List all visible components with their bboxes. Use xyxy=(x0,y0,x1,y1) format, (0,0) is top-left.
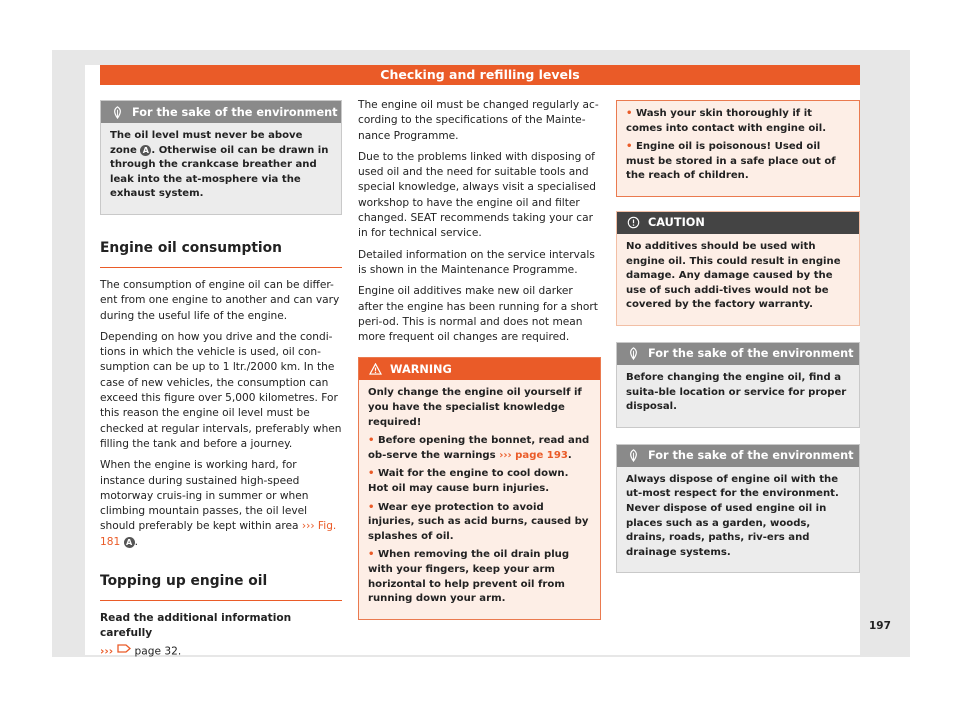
page-header-title: Checking and refilling levels xyxy=(380,67,580,82)
column-left xyxy=(100,100,342,665)
page-193-link[interactable]: ››› page 193 xyxy=(499,449,568,461)
section-heading-oil-consumption: Engine oil consumption xyxy=(100,239,342,268)
column-middle xyxy=(358,98,601,636)
bullet-icon: • xyxy=(626,108,633,119)
environment-note-box xyxy=(100,100,342,215)
oil-consumption-p3 xyxy=(100,458,342,550)
warning-box xyxy=(358,357,601,619)
topping-up-intro xyxy=(100,611,342,659)
warning-cont-item-1-text: Wash your skin thoroughly if it comes into contact with engine oil. xyxy=(626,108,827,134)
warning-body xyxy=(359,380,600,618)
warning-item-2-text: Wait for the engine to cool down. Hot oil may cause burn injuries. xyxy=(368,468,569,495)
environment-note-box-3 xyxy=(616,444,860,574)
oil-consumption-p1: The consumption of engine oil can be differ-ent from one engine to another and can vary during the useful life of the engine. xyxy=(100,278,340,322)
section-heading-topping-up: Topping up engine oil xyxy=(100,572,342,601)
warning-triangle-icon xyxy=(368,362,382,376)
environment-note-box-2 xyxy=(616,342,860,428)
bullet-icon: • xyxy=(368,435,375,447)
caution-text: No additives should be used with engine oil. This could result in engine damage. Any damage caused by the use of such addi-tives would not be covered by the factory warranty. xyxy=(626,240,841,311)
warning-cont-item-1 xyxy=(626,107,850,136)
warning-cont-item-2-text: Engine oil is poisonous! Used oil must be stored in a safe place out of the reach of children. xyxy=(626,141,836,182)
bullet-icon: • xyxy=(368,549,375,561)
environment-note-title-2: For the sake of the environment xyxy=(648,347,854,361)
page-32-link[interactable]: page 32. xyxy=(134,645,182,658)
p3-after: . xyxy=(134,535,138,548)
environment-note-title-3: For the sake of the environment xyxy=(648,449,854,463)
warning-item-3-text: Wear eye protection to avoid injuries, such as acid burns, caused by splashes of oil. xyxy=(368,501,589,542)
warning-cont-item-2 xyxy=(626,140,850,184)
warning-item-1-after: . xyxy=(567,449,572,461)
environment-note-body-3 xyxy=(617,467,859,573)
warning-intro: Only change the engine oil yourself if you have the specialist knowledge required! xyxy=(368,387,582,428)
oil-change-p3: Detailed information on the service intervals is shown in the Maintenance Programme. xyxy=(358,248,595,276)
fig-181-link[interactable]: ››› Fig. 181 xyxy=(100,520,337,548)
environment-note-header-3 xyxy=(617,445,859,467)
oil-consumption-p2: Depending on how you drive and the condi-tions in which the vehicle is used, oil con-sumption can be up to 1 ltr./2000 km. In the case of new vehicles, the consumption can exceed this figure over 5,000 kilometres. For this reason the engine oil level must be checked at regular intervals, preferably when filling the tank and before a journey. xyxy=(100,330,342,450)
link-prefix: ››› xyxy=(100,645,114,658)
p3-text: When the engine is working hard, for instance during sustained high-speed motorway cruis-ing in summer or when climbing mountain passes, the oil level should preferably be kept within area xyxy=(100,459,309,533)
environment-note-text xyxy=(110,129,332,202)
environment-note-body-2 xyxy=(617,365,859,427)
caution-box xyxy=(616,211,860,326)
page-link-icon xyxy=(117,642,131,656)
warning-item-1-text: Before opening the bonnet, read and ob-serve the warnings xyxy=(368,435,590,461)
caution-header xyxy=(617,212,859,234)
environment-note-header-2 xyxy=(617,343,859,365)
oil-change-p4: Engine oil additives make new oil darker after the engine has been running for a short peri-od. This is normal and does not mean more frequent oil changes are required. xyxy=(358,285,598,344)
warning-continued-box xyxy=(616,100,860,197)
caution-title: CAUTION xyxy=(648,216,705,230)
warning-item-4 xyxy=(368,548,591,606)
warning-item-4-text: When removing the oil drain plug with your fingers, keep your arm horizontal to help prevent oil from running down your arm. xyxy=(368,549,570,605)
warning-item-1 xyxy=(368,434,591,463)
warning-item-3 xyxy=(368,501,591,545)
warning-title: WARNING xyxy=(390,362,452,376)
page-header xyxy=(100,65,860,85)
zone-a-marker-2: A xyxy=(124,537,135,548)
leaf-icon xyxy=(626,449,640,463)
page-number: 197 xyxy=(869,620,891,632)
caution-circle-icon xyxy=(626,216,640,230)
warning-header xyxy=(359,358,600,380)
topping-up-text: Read the additional information carefully xyxy=(100,612,292,640)
warning-item-2 xyxy=(368,467,591,496)
leaf-icon xyxy=(110,105,124,119)
leaf-icon xyxy=(626,347,640,361)
column-right xyxy=(616,100,860,589)
env-text-before: The oil level must never be above zone xyxy=(110,130,303,156)
environment-note-text-3: Always dispose of engine oil with the ut-most respect for the environment. Never dispose of used engine oil in places such as a garden, woods, drains, roads, paths, riv-ers and drainage systems. xyxy=(626,473,839,558)
environment-note-title: For the sake of the environment xyxy=(132,105,338,119)
bullet-icon: • xyxy=(368,468,375,480)
environment-note-header xyxy=(101,101,341,123)
caution-body xyxy=(617,234,859,325)
zone-a-marker: A xyxy=(140,145,151,156)
env-text-after: . Otherwise oil can be drawn in through the crankcase breather and leak into the at-mosphere via the exhaust system. xyxy=(110,144,329,200)
bullet-icon: • xyxy=(626,141,633,153)
environment-note-body xyxy=(101,123,341,214)
oil-change-p1: The engine oil must be changed regularly ac-cording to the specifications of the Mainte-nance Programme. xyxy=(358,99,599,142)
bullet-icon: • xyxy=(368,501,375,513)
environment-note-text-2: Before changing the engine oil, find a suita-ble location or service for proper disposal. xyxy=(626,371,847,413)
oil-change-p2: Due to the problems linked with disposing of used oil and the need for suitable tools and special knowledge, always visit a specialised workshop to have the engine oil and filter changed. SEAT recommends taking your car in for technical service. xyxy=(358,150,596,240)
warning-continued-body xyxy=(617,101,859,196)
